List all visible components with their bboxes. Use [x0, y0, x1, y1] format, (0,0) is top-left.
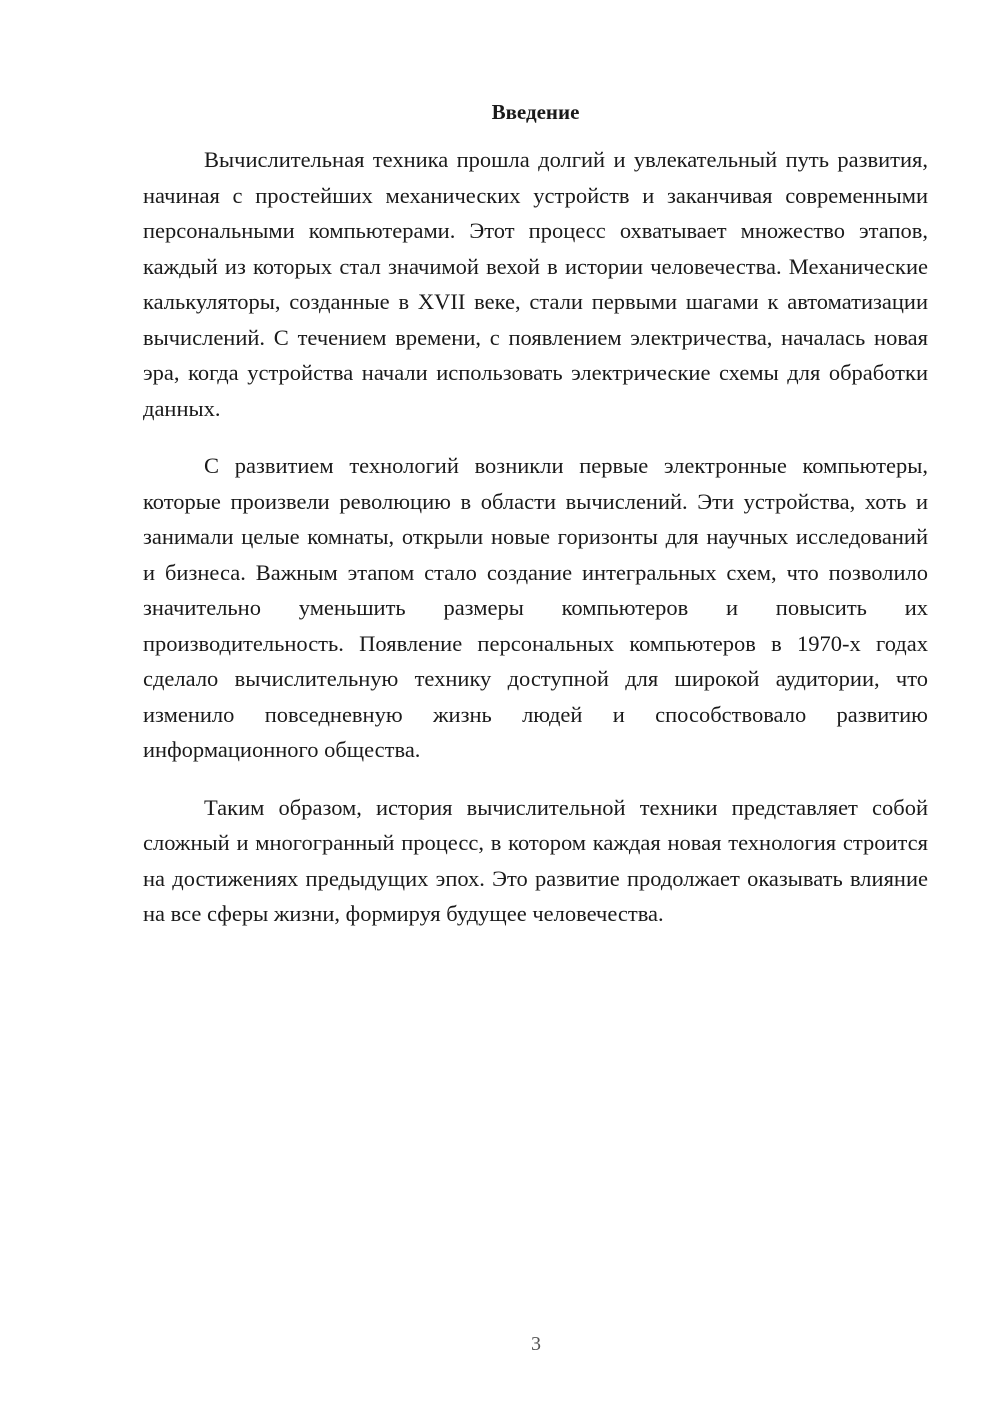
paragraph-3: Таким образом, история вычислительной техники представляет собой сложный и многогранный процесс, в котором каждая новая технология строится на достижениях предыдущих эпох. Это развитие продолжает оказывать влияние на все сферы жизни, формируя будущее человечества. — [143, 794, 928, 926]
document-body — [143, 142, 928, 954]
page-number: 3 — [531, 1333, 541, 1355]
paragraph-2: С развитием технологий возникли первые электронные компьютеры, которые произвели революцию в области вычислений. Эти устройства, хоть и занимали целые комнаты, открыли новые горизонты для научных исследований и бизнеса. Важным этапом стало создание интегральных схем, что позволило значительно уменьшить размеры компьютеров и повысить их производительность. Появление персональных компьютеров в 1970-х годах сделало вычислительную технику доступной для широкой аудитории, что изменило повседневную жизнь людей и способствовало развитию информационного общества. — [143, 453, 928, 762]
page-title: Введение — [491, 100, 580, 124]
paragraph-1: Вычислительная техника прошла долгий и увлекательный путь развития, начиная с простейших механических устройств и заканчивая современными персональными компьютерами. Этот процесс охватывает множество этапов, каждый из которых стал значимой вехой в истории человечества. Механические калькуляторы, созданные в XVII веке, стали первыми шагами к автоматизации вычислений. С течением времени, с появлением электричества, началась новая эра, когда устройства начали использовать электрические схемы для обработки данных. — [143, 147, 928, 421]
